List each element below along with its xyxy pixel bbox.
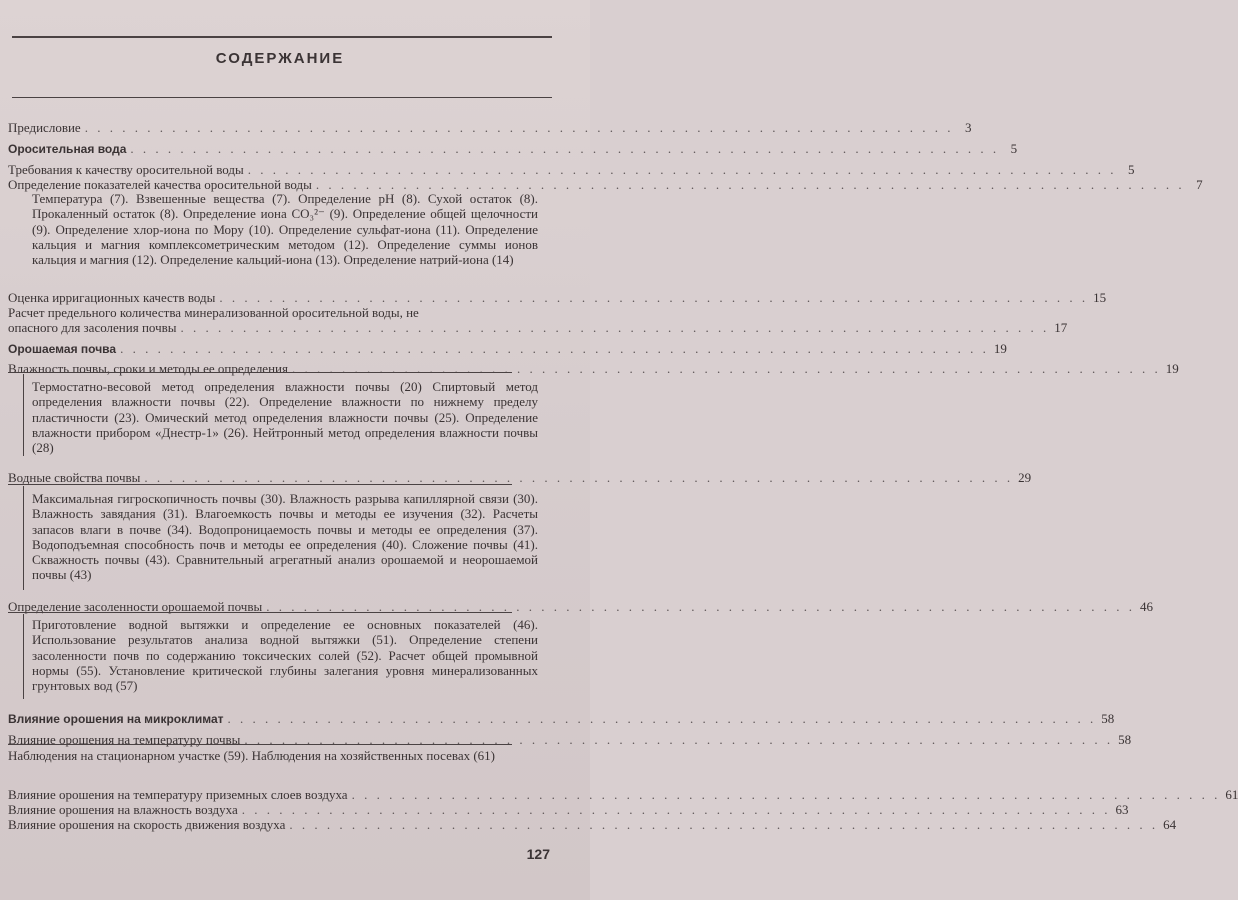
toc-entry-page: 58 — [1118, 732, 1132, 747]
toc-entry-title: опасного для засоления почвы — [8, 320, 177, 335]
toc-entry-title: Влияние орошения на скорость движения воздуха — [8, 817, 286, 832]
toc-entry-page: 29 — [1018, 470, 1032, 485]
dot-leader — [316, 177, 1185, 192]
dot-leader — [120, 341, 989, 356]
toc-entry[interactable] — [8, 361, 1179, 376]
dot-leader — [228, 711, 1097, 726]
dot-leader — [242, 802, 1111, 817]
toc-entry[interactable] — [8, 817, 1177, 832]
toc-entry[interactable] — [8, 787, 1238, 802]
toc-entry-title: Предисловие — [8, 120, 81, 135]
dot-leader — [248, 162, 1117, 177]
toc-entry[interactable] — [8, 120, 972, 135]
toc-entry-title: Требования к качеству оросительной воды — [8, 162, 244, 177]
toc-section[interactable] — [8, 341, 1007, 357]
toc-entry-page: 19 — [993, 341, 1007, 356]
dot-leader — [292, 361, 1161, 376]
toc-section[interactable] — [8, 141, 1018, 157]
subsection-list: Наблюдения на стационарном участке (59). Наблюдения на хозяйственных посевах (61) — [8, 748, 496, 763]
toc-entry-title: Влияние орошения на температуру приземных слоев воздуха — [8, 787, 348, 802]
toc-entry-page: 64 — [1163, 817, 1177, 832]
toc-entry-page: 61 — [1225, 787, 1238, 802]
dot-leader — [85, 120, 954, 135]
toc-entry[interactable] — [8, 802, 1129, 817]
box-top-rule — [8, 484, 512, 485]
page-title: СОДЕРЖАНИЕ — [215, 50, 345, 67]
toc-entry-page: 5 — [1128, 162, 1135, 177]
toc-entry-title: Определение засоленности орошаемой почвы — [8, 599, 263, 614]
toc-entry-title: Расчет предельного количества минерализованной оросительной воды, не — [8, 305, 419, 320]
toc-entry-title: Оценка ирригационных качеств воды — [8, 290, 216, 305]
subsection-list: Приготовление водной вытяжки и определение ее основных показателей (46). Использование результатов анализа водной вытяжки (51). Определение степени засоленности почв по содержанию токсических солей (52). Расчет общей промывной нормы (55). Установление критической глубины залегания уровня минерализованных грунтовых вод (57) — [32, 617, 538, 694]
box-top-rule — [8, 372, 512, 373]
toc-section[interactable] — [8, 711, 1115, 727]
toc-entry-title: Влияние орошения на влажность воздуха — [8, 802, 238, 817]
toc-entry-page: 3 — [964, 120, 972, 135]
toc-entry-page: 63 — [1115, 802, 1129, 817]
toc-entry-title: Орошаемая почва — [8, 342, 117, 356]
toc-entry[interactable] — [8, 177, 1203, 192]
dot-leader — [219, 290, 1088, 305]
title-rule — [12, 97, 552, 98]
box-top-rule — [8, 744, 512, 745]
toc-entry-title: Оросительная вода — [8, 142, 127, 156]
dot-leader — [144, 470, 1013, 485]
toc-entry-page: 5 — [1010, 141, 1018, 156]
toc-entry-page: 17 — [1054, 320, 1068, 335]
box-left-rule — [23, 374, 24, 456]
dot-leader — [352, 787, 1221, 802]
box-left-rule — [23, 614, 24, 699]
box-left-rule — [23, 486, 24, 590]
toc-entry-page: 46 — [1139, 599, 1153, 614]
toc-entry-title: Влияние орошения на микроклимат — [8, 712, 224, 726]
toc-entry-title: Влажность почвы, сроки и методы ее определения — [8, 361, 288, 376]
toc-entry-page: 58 — [1101, 711, 1115, 726]
toc-entry-page: 19 — [1165, 361, 1179, 376]
page-number: 127 — [526, 846, 550, 862]
dot-leader — [130, 141, 999, 156]
subsection-list: Термостатно-весовой метод определения влажности почвы (20) Спиртовый метод определения влажности почвы (22). Определение влажности по нижнему пределу пластичности (23). Омический метод определения влажности почвы (25). Определение влажности прибором «Днестр-1» (26). Нейтронный метод определения влажности почвы (28) — [32, 379, 538, 456]
toc-entry[interactable] — [8, 290, 1107, 305]
top-rule — [12, 36, 552, 38]
toc-entry[interactable] — [8, 470, 1032, 485]
toc-entry-title: Определение показателей качества оросительной воды — [8, 177, 312, 192]
toc-entry-page: 15 — [1093, 290, 1107, 305]
box-top-rule — [8, 612, 512, 613]
dot-leader — [289, 817, 1158, 832]
subsection-list: Максимальная гигроскопичность почвы (30). Влажность разрыва капиллярной связи (30). Влажность завядания (31). Влагоемкость почвы и методы ее изучения (32). Расчеты запасов влаги в почве (34). Водопроницаемость почвы и методы ее определения (37). Водоподъемная способность почв и методы ее определения (40). Сложение почвы (41). Скважность почвы (43). Сравнительный агрегатный анализ орошаемой и неорошаемой почвы (43) — [32, 491, 538, 583]
toc-entry[interactable] — [8, 162, 1135, 177]
subsection-list: Температура (7). Взвешенные вещества (7). Определение pH (8). Сухой остаток (8). Прокаленный остаток (8). Определение иона CO₃²⁻ (9). Определение общей щелочности (9). Определение хлор-иона по Мору (10). Определение сульфат-иона (11). Определение кальция и магния комплексометрическим методом (12). Определение суммы ионов кальция и магния (12). Определение кальций-иона (13). Определение натрий-иона (14) — [32, 191, 538, 268]
toc-entry[interactable] — [8, 320, 1068, 335]
toc-entry-title: Водные свойства почвы — [8, 470, 141, 485]
toc-entry-page: 7 — [1196, 177, 1203, 192]
dot-leader — [180, 320, 1049, 335]
toc-entry-title: Влияние орошения на температуру почвы — [8, 732, 241, 747]
